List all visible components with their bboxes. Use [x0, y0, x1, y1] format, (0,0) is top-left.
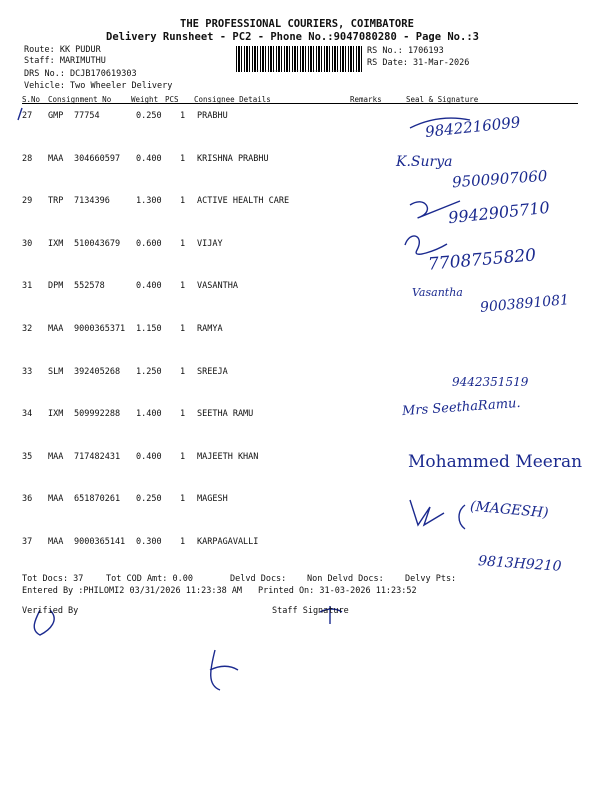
col-consignee: Consignee Details [194, 95, 271, 104]
cell-name: ACTIVE HEALTH CARE [197, 196, 290, 207]
cell-pcs: 1 [180, 494, 186, 505]
cell-pcs: 1 [180, 196, 186, 207]
drs-number: DRS No.: DCJB170619303 [24, 69, 137, 79]
signature-33: 9442351519 [452, 375, 529, 389]
cell-prefix: MAA [48, 451, 64, 462]
cell-name: MAGESH [197, 494, 228, 505]
runsheet-subtitle: Delivery Runsheet - PC2 - Phone No.:9047080280 - Page No.:3 [106, 31, 479, 43]
cell-number: 9000365141 [74, 537, 126, 547]
signature-28-phone: 9500907060 [451, 166, 548, 192]
cell-pcs: 1 [180, 324, 186, 334]
cell-name: VASANTHA [197, 281, 238, 292]
cell-prefix: MAA [48, 537, 64, 547]
cell-number: 510043679 [74, 238, 121, 249]
cell-number: 9000365371 [74, 324, 126, 334]
verified-by-label: Verified By [22, 606, 79, 616]
cell-weight: 1.150 [136, 324, 162, 334]
cell-pcs: 1 [180, 451, 186, 462]
pen-scribble-36 [410, 500, 444, 525]
cell-prefix: MAA [48, 324, 64, 334]
cell-sno: 27 [22, 111, 33, 121]
bottom-scribble [210, 650, 238, 690]
delivery-points: Delvy Pts: [405, 574, 457, 584]
cell-sno: 33 [22, 366, 33, 377]
cell-sno: 37 [22, 537, 33, 547]
cell-name: SREEJA [197, 366, 228, 377]
signature-29: 9942905710 [447, 197, 551, 228]
col-seal-signature: Seal & Signature [406, 95, 479, 104]
cell-pcs: 1 [180, 537, 186, 547]
total-cod-amount: Tot COD Amt: 0.00 [106, 574, 193, 584]
cell-number: 717482431 [74, 451, 121, 462]
cell-pcs: 1 [180, 409, 186, 420]
cell-weight: 1.300 [136, 196, 162, 207]
cell-number: 509992288 [74, 409, 121, 420]
signature-35: Mohammed Meeran [408, 452, 583, 472]
cell-name: PRABHU [197, 111, 228, 121]
vehicle-text: Vehicle: Two Wheeler Delivery [24, 81, 173, 91]
cell-weight: 1.250 [136, 366, 162, 377]
cell-sno: 35 [22, 451, 33, 462]
cell-sno: 30 [22, 238, 33, 249]
non-delivered-docs: Non Delvd Docs: [307, 574, 384, 584]
cell-name: VIJAY [197, 238, 223, 249]
col-remarks: Remarks [350, 95, 382, 104]
cell-name: KARPAGAVALLI [197, 537, 259, 547]
cell-number: 651870261 [74, 494, 121, 505]
cell-weight: 0.400 [136, 153, 162, 164]
cell-weight: 0.250 [136, 494, 162, 505]
cell-number: 552578 [74, 281, 105, 292]
cell-weight: 0.400 [136, 451, 162, 462]
cell-number: 77754 [74, 111, 100, 121]
cell-sno: 28 [22, 153, 33, 164]
cell-number: 392405268 [74, 366, 121, 377]
signature-34: Mrs SeethaRamu. [401, 395, 522, 420]
printed-on: Printed On: 31-03-2026 11:23:52 [258, 586, 417, 596]
cell-sno: 29 [22, 196, 33, 207]
signature-36: (MAGESH) [469, 498, 550, 522]
cell-pcs: 1 [180, 153, 186, 164]
signature-37: 9813H9210 [477, 553, 562, 575]
cell-name: RAMYA [197, 324, 223, 334]
entered-by: Entered By :PHILOMI2 03/31/2026 11:23:38 AM [22, 586, 243, 596]
cell-pcs: 1 [180, 238, 186, 249]
signature-31-name: Vasantha [412, 286, 463, 299]
col-consignment: Consignment No [48, 95, 112, 104]
cell-prefix: TRP [48, 196, 64, 207]
cell-prefix: MAA [48, 494, 64, 505]
cell-pcs: 1 [180, 281, 186, 292]
cell-sno: 31 [22, 281, 33, 292]
cell-pcs: 1 [180, 366, 186, 377]
pen-scribble-30 [405, 236, 447, 254]
company-title: THE PROFESSIONAL COURIERS, COIMBATORE [180, 18, 414, 30]
signature-30: 7708755820 [427, 245, 537, 275]
cell-weight: 1.400 [136, 409, 162, 420]
cell-weight: 0.300 [136, 537, 162, 547]
rs-date: RS Date: 31-Mar-2026 [367, 58, 470, 68]
cell-sno: 34 [22, 409, 33, 420]
cell-prefix: GMP [48, 111, 64, 121]
cell-prefix: SLM [48, 366, 64, 377]
signature-31-phone: 9003891081 [479, 292, 570, 316]
delivered-docs: Delvd Docs: [230, 574, 287, 584]
cell-pcs: 1 [180, 111, 186, 121]
signature-27: 9842216099 [424, 113, 522, 141]
cell-number: 7134396 [74, 196, 110, 207]
cell-sno: 36 [22, 494, 33, 505]
cell-prefix: MAA [48, 153, 64, 164]
signature-28-name: K.Surya [396, 154, 453, 170]
cell-sno: 32 [22, 324, 33, 334]
cell-weight: 0.250 [136, 111, 162, 121]
staff-signature-label: Staff Signature [272, 606, 349, 616]
rs-number: RS No.: 1706193 [367, 46, 444, 56]
cell-name: MAJEETH KHAN [197, 451, 259, 462]
col-weight: Weight [131, 95, 159, 104]
col-pcs: PCS [165, 95, 179, 104]
col-sno: S.No [22, 95, 41, 104]
cell-name: KRISHNA PRABHU [197, 153, 269, 164]
cell-prefix: DPM [48, 281, 64, 292]
cell-prefix: IXM [48, 409, 64, 420]
total-docs: Tot Docs: 37 [22, 574, 84, 584]
cell-weight: 0.400 [136, 281, 162, 292]
cell-prefix: IXM [48, 238, 64, 249]
route-text: Route: KK PUDUR [24, 45, 101, 55]
pen-scribble-27 [18, 108, 470, 128]
cell-weight: 0.600 [136, 238, 162, 249]
cell-number: 304660597 [74, 153, 121, 164]
staff-text: Staff: MARIMUTHU [24, 56, 106, 66]
pen-scribble-36b [459, 505, 465, 529]
cell-name: SEETHA RAMU [197, 409, 254, 420]
